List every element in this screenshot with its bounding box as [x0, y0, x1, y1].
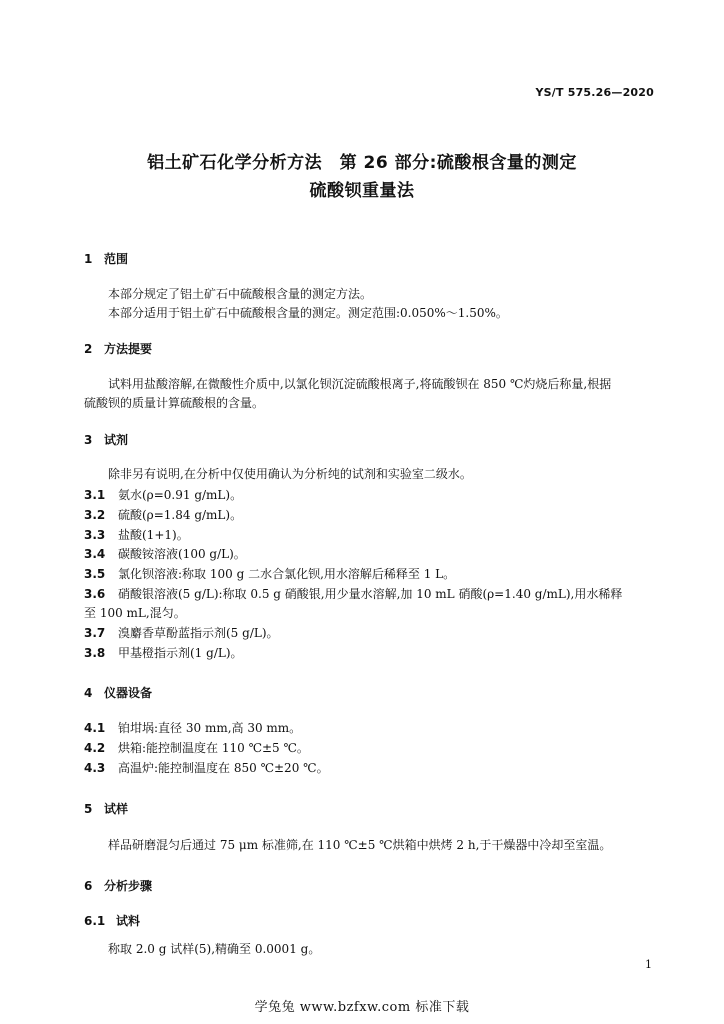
reagent-item-continuation: 至 100 mL,混匀。 [84, 606, 186, 620]
section-1-paragraph-2: 本部分适用于铝土矿石中硫酸根含量的测定。测定范围:0.050%～1.50%。 [108, 306, 508, 320]
section-1-heading: 1 范围 [84, 252, 129, 266]
page-number: 1 [645, 958, 652, 971]
standard-code: YS/T 575.26—2020 [535, 86, 654, 99]
equipment-item: 4.2 烘箱:能控制温度在 110 ℃±5 ℃。 [84, 741, 309, 755]
reagent-item: 3.1 氨水(ρ=0.91 g/mL)。 [84, 488, 243, 502]
document-subtitle: 硫酸钡重量法 [309, 181, 415, 201]
document-title: 铝土矿石化学分析方法 第 26 部分:硫酸根含量的测定 [147, 153, 577, 173]
section-3-heading: 3 试剂 [84, 433, 129, 447]
section-5-paragraph: 样品研磨混匀后通过 75 μm 标准筛,在 110 ℃±5 ℃烘箱中烘烤 2 h,于干燥器中冷却至室温。 [108, 838, 612, 852]
subsection-6-1-paragraph: 称取 2.0 g 试样(5),精确至 0.0001 g。 [108, 942, 321, 956]
footer-watermark: 学兔兔 www.bzfxw.com 标准下载 [254, 1000, 470, 1015]
section-2-paragraph-2: 硫酸钡的质量计算硫酸根的含量。 [84, 396, 265, 410]
reagent-item: 3.3 盐酸(1+1)。 [84, 528, 189, 542]
reagent-item: 3.8 甲基橙指示剂(1 g/L)。 [84, 646, 243, 660]
reagent-item: 3.5 氯化钡溶液:称取 100 g 二水合氯化钡,用水溶解后稀释至 1 L。 [84, 567, 456, 581]
section-1-paragraph-1: 本部分规定了铝土矿石中硫酸根含量的测定方法。 [108, 287, 373, 301]
section-6-heading: 6 分析步骤 [84, 879, 153, 893]
subsection-6-1-heading: 6.1 试料 [84, 914, 141, 928]
section-5-heading: 5 试样 [84, 802, 129, 816]
section-2-heading: 2 方法提要 [84, 342, 153, 356]
reagent-item: 3.4 碳酸铵溶液(100 g/L)。 [84, 547, 246, 561]
equipment-item: 4.1 铂坩埚:直径 30 mm,高 30 mm。 [84, 721, 302, 735]
equipment-item: 4.3 高温炉:能控制温度在 850 ℃±20 ℃。 [84, 761, 329, 775]
reagent-item: 3.2 硫酸(ρ=1.84 g/mL)。 [84, 508, 243, 522]
section-2-paragraph-1: 试料用盐酸溶解,在微酸性介质中,以氯化钡沉淀硫酸根离子,将硫酸钡在 850 ℃灼烧后称量,根据 [108, 377, 612, 391]
reagent-item: 3.6 硝酸银溶液(5 g/L):称取 0.5 g 硝酸银,用少量水溶解,加 10 mL 硝酸(ρ=1.40 g/mL),用水稀释 [84, 587, 623, 601]
reagent-item: 3.7 溴麝香草酚蓝指示剂(5 g/L)。 [84, 626, 279, 640]
section-3-intro: 除非另有说明,在分析中仅使用确认为分析纯的试剂和实验室二级水。 [108, 467, 472, 481]
section-4-heading: 4 仪器设备 [84, 686, 153, 700]
